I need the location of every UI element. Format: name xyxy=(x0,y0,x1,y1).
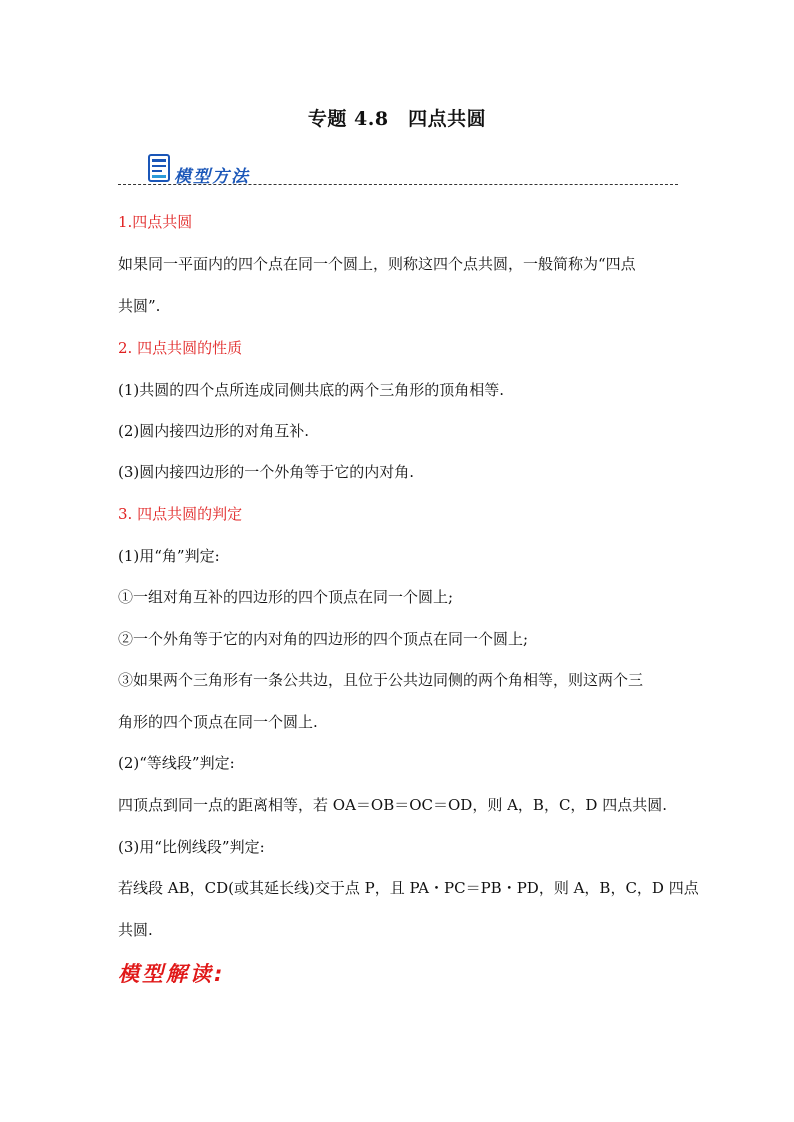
criterion-equal-text: 四顶点到同一点的距离相等，若 OA＝OB＝OC＝OD，则 A，B，C，D 四点共圆. xyxy=(118,796,667,814)
dashed-divider xyxy=(118,184,678,185)
criterion-ratio-heading: (3)用“比例线段”判定: xyxy=(118,838,265,856)
criterion-angle-heading: (1)用“角”判定: xyxy=(118,547,220,565)
page-title: 专题 4.8 四点共圆 xyxy=(307,108,487,130)
criterion-angle-1: ①一组对角互补的四边形的四个顶点在同一个圆上; xyxy=(118,588,454,606)
criterion-angle-3-line2: 角形的四个顶点在同一个圆上. xyxy=(118,713,318,731)
section2-heading: 2. 四点共圆的性质 xyxy=(118,339,243,357)
property-item-2: (2)圆内接四边形的对角互补. xyxy=(118,422,310,440)
document-icon xyxy=(148,154,170,182)
banner-label: 模型方法 xyxy=(174,167,250,187)
criterion-ratio-line1: 若线段 AB，CD(或其延长线)交于点 P，且 PA・PC＝PB・PD，则 A，B，C，D 四点 xyxy=(118,879,699,897)
criterion-equal-heading: (2)“等线段”判定: xyxy=(118,754,235,772)
section1-text-line2: 共圆”. xyxy=(118,297,161,315)
criterion-ratio-line2: 共圆. xyxy=(118,921,153,939)
criterion-angle-3-line1: ③如果两个三角形有一条公共边，且位于公共边同侧的两个角相等，则这两个三 xyxy=(118,671,644,689)
section3-heading: 3. 四点共圆的判定 xyxy=(118,505,243,523)
model-reading-heading: 模型解读: xyxy=(118,962,226,986)
property-item-1: (1)共圆的四个点所连成同侧共底的两个三角形的顶角相等. xyxy=(118,381,505,399)
section1-heading: 1.四点共圆 xyxy=(118,213,193,231)
criterion-angle-2: ②一个外角等于它的内对角的四边形的四个顶点在同一个圆上; xyxy=(118,630,529,648)
property-item-3: (3)圆内接四边形的一个外角等于它的内对角. xyxy=(118,463,415,481)
section1-text-line1: 如果同一平面内的四个点在同一个圆上，则称这四个点共圆，一般简称为“四点 xyxy=(118,255,636,273)
section-banner xyxy=(118,152,678,192)
